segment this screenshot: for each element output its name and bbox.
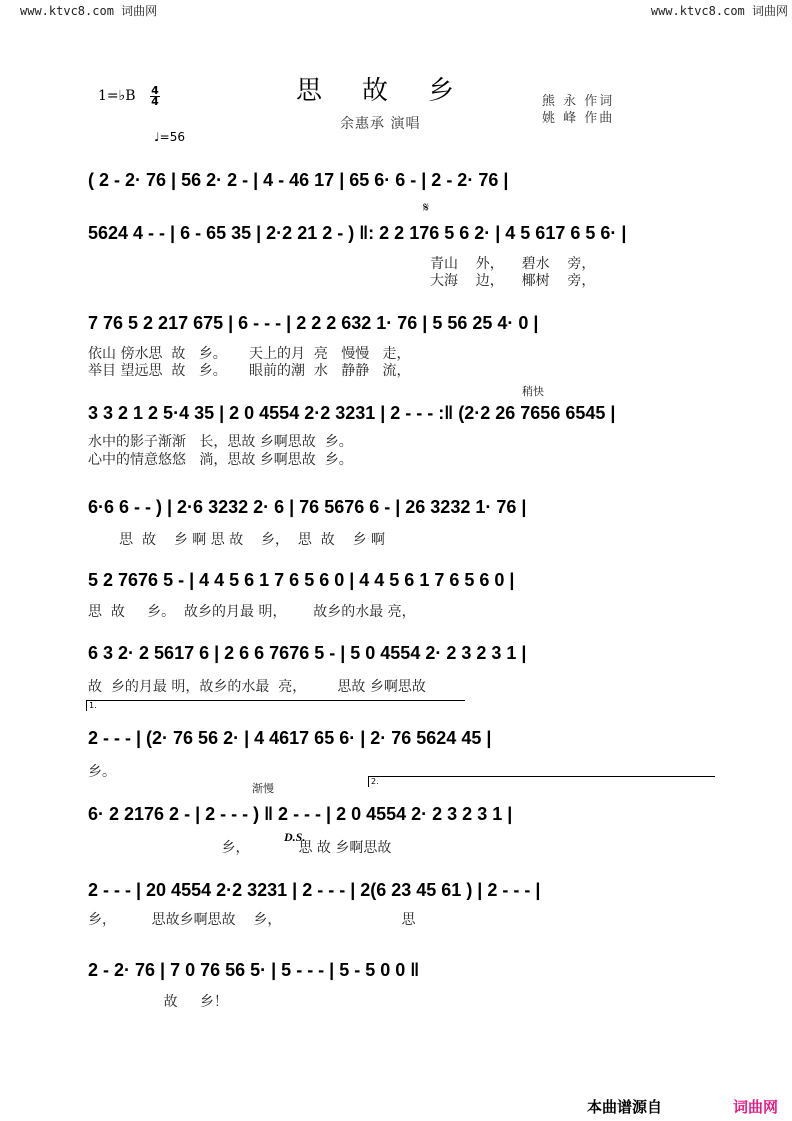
- singer-credit: 余惠承 演唱: [340, 116, 421, 132]
- volta-2-bracket: 2.: [368, 776, 715, 787]
- score-row-11: 2 - 2· 76 | 7 0 76 56 5· | 5 - - - | 5 - 5 0 0 ‖: [88, 960, 420, 980]
- lyrics-verse-2-row-4: 心中的情意悠悠 淌，思故 乡啊思故 乡。: [88, 452, 353, 468]
- source-label: 本曲谱源自: [587, 1098, 663, 1116]
- score-row-8: 2 - - - | (2· 76 56 2· | 4 4617 65 6· | 2· 76 5624 45 |: [88, 728, 492, 748]
- time-signature-bottom: 4: [151, 95, 159, 108]
- lyrics-verse-1-row-4: 水中的影子渐渐 长，思故 乡啊思故 乡。: [88, 434, 353, 450]
- song-title: 思故乡: [296, 76, 495, 106]
- score-row-4: 3 3 2 1 2 5·4 35 | 2 0 4554 2·2 3231 | 2 - - - :‖ (2·2 26 7656 6545 |: [88, 403, 616, 423]
- volta-1-bracket: 1.: [86, 700, 465, 711]
- score-row-6: 5 2 7676 5 - | 4 4 5 6 1 7 6 5 6 0 | 4 4 5 6 1 7 6 5 6 0 |: [88, 570, 515, 590]
- ds-mark: D.S.: [284, 830, 306, 844]
- lyrics-row-5: 思 故 乡 啊 思 故 乡， 思 故 乡 啊: [88, 532, 386, 548]
- lyrics-verse-2-row-2: 大海 边， 椰树 旁，: [430, 273, 596, 289]
- slower-mark: 渐慢: [252, 782, 274, 795]
- tempo-marking: ♩=56: [154, 130, 185, 144]
- score-row-5: 6·6 6 - - ) | 2·6 3232 2· 6 | 76 5676 6 - | 26 3232 1· 76 |: [88, 497, 527, 517]
- watermark-right: www.ktvc8.com 词曲网: [650, 4, 788, 18]
- lyrics-verse-1-row-3: 依山 傍水思 故 乡。 天上的月 亮 慢慢 走，: [88, 346, 411, 362]
- time-signature: [150, 86, 160, 107]
- credits: [542, 93, 614, 127]
- score-row-3: 7 76 5 2 217 675 | 6 - - - | 2 2 2 632 1· 76 | 5 56 25 4· 0 |: [88, 313, 539, 333]
- segno-mark: 𝄋: [423, 200, 430, 216]
- lyricist-credit: 熊 永 作词: [542, 94, 615, 109]
- key-signature: 1=♭B: [98, 88, 136, 104]
- composer-credit: 姚 峰 作曲: [542, 111, 615, 126]
- lyrics-verse-1-row-2: 青山 外， 碧水 旁，: [430, 256, 596, 272]
- lyrics-row-10: 乡， 思故乡啊思故 乡， 思: [88, 912, 416, 928]
- score-row-2: 5624 4 - - | 6 - 65 35 | 2·2 21 2 - ) ‖: 2 2 176 5 6 2· | 4 5 617 6 5 6· |: [88, 223, 627, 243]
- score-row-1: ( 2 - 2· 76 | 56 2· 2 - | 4 - 46 17 | 65 6· 6 - | 2 - 2· 76 |: [88, 170, 509, 190]
- lyrics-row-6: 思 故 乡。 故乡的月最 明， 故乡的水最 亮，: [88, 604, 416, 620]
- brand-link[interactable]: 词曲网: [733, 1098, 779, 1116]
- score-row-9: 6· 2 2176 2 - | 2 - - - ) ‖ 2 - - - | 2 0 4554 2· 2 3 2 3 1 |: [88, 804, 513, 824]
- score-row-7: 6 3 2· 2 5617 6 | 2 6 6 7676 5 - | 5 0 4554 2· 2 3 2 3 1 |: [88, 643, 527, 663]
- lyrics-row-8: 乡。: [88, 764, 116, 780]
- lyrics-row-11: 故 乡！: [88, 994, 228, 1010]
- lyrics-verse-2-row-3: 举目 望远思 故 乡。 眼前的潮 水 静静 流，: [88, 363, 411, 379]
- score-row-10: 2 - - - | 20 4554 2·2 3231 | 2 - - - | 2(6 23 45 61 ) | 2 - - - |: [88, 880, 541, 900]
- lyrics-row-9: 乡， 思 故 乡啊思故: [88, 840, 392, 856]
- lyrics-row-7: 故 乡的月最 明，故乡的水最 亮， 思故 乡啊思故: [88, 679, 426, 695]
- watermark-left: www.ktvc8.com 词曲网: [20, 4, 158, 18]
- time-signature-top: 4: [151, 84, 159, 97]
- faster-mark: 稍快: [522, 385, 544, 398]
